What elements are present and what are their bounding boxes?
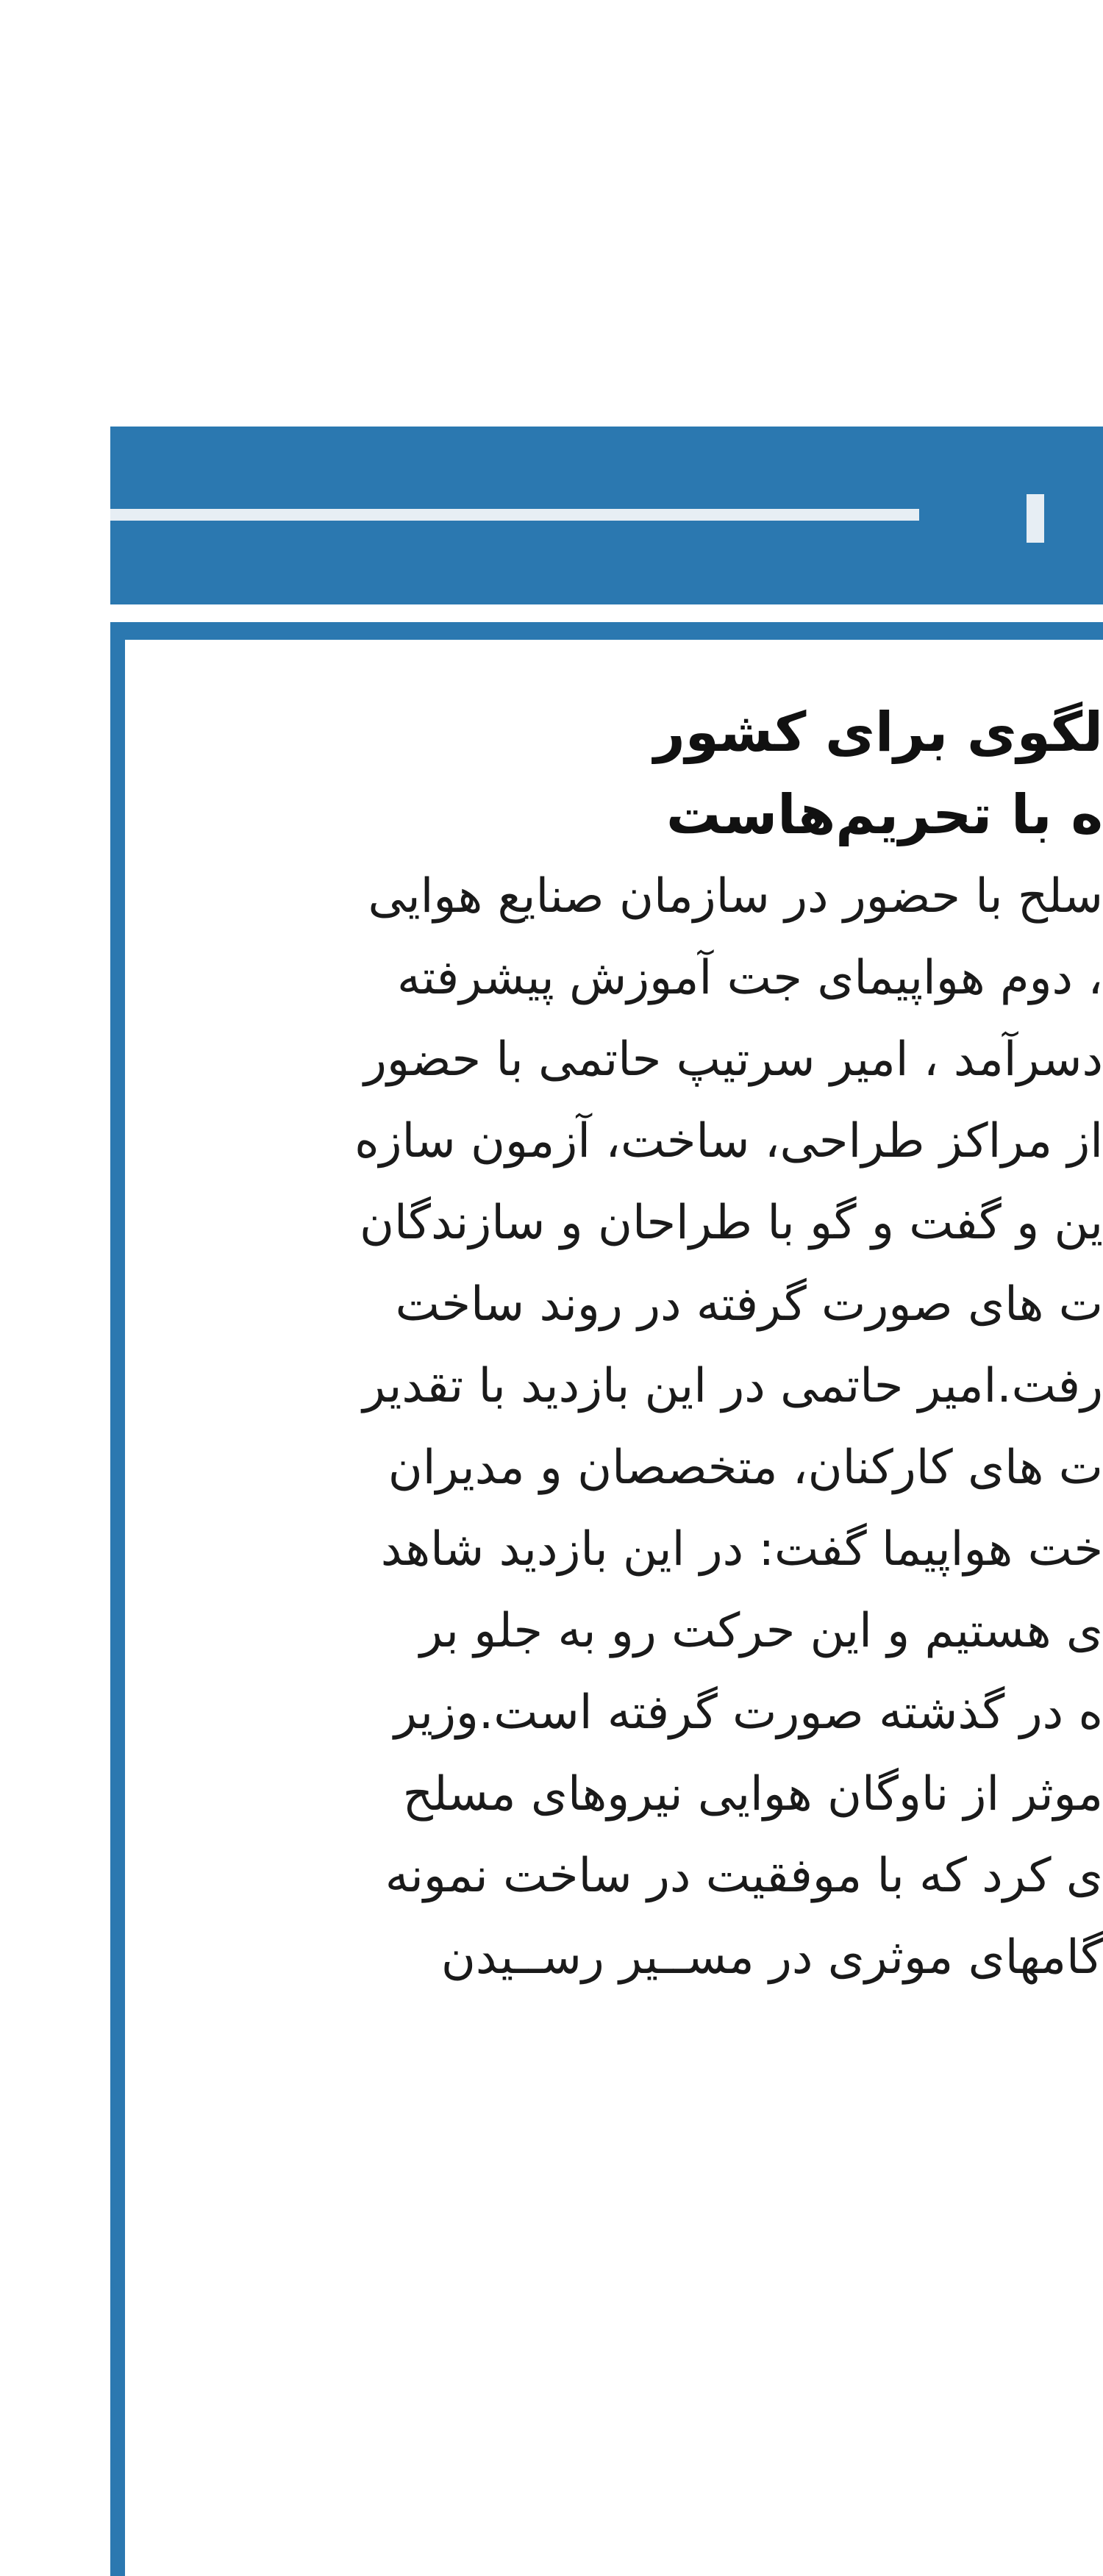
article-frame-inner [125,640,1103,2576]
body-line: رفت.امیر حاتمی در این بازدید با تقدیر [363,1359,1103,1413]
header-divider-tick [1027,494,1044,543]
body-line: ، دوم هواپیمای جت آموزش پیشرفته [396,951,1103,1005]
body-line: ی هستیم و این حرکت رو به جلو بر [419,1604,1103,1658]
body-line: ی کرد که با موفقیت در ساخت نمونه [385,1849,1103,1903]
body-line: ه در گذشته صورت گرفته است.وزیر [393,1685,1103,1740]
body-text [169,856,1103,1999]
body-line: از مراکز طراحی، ساخت، آزمون سازه [354,1114,1103,1169]
header-divider-line [110,509,919,521]
header-band [110,427,1103,604]
article-body [169,691,1103,1999]
body-line: خت هواپیما گفت: در این بازدید شاهد [380,1522,1103,1577]
headline-line-1: لگوی برای کشور [654,701,1103,764]
body-line: دسرآمد ، امیر سرتیپ حاتمی با حضور [364,1032,1103,1087]
headline-line-2: ه با تحریم‌هاست [666,783,1103,846]
body-line: موثر از ناوگان هوایی نیروهای مسلح [402,1767,1103,1822]
body-line: سلح با حضور در سازمان صنایع هوایی [368,869,1103,924]
body-line: ت های کارکنان، متخصصان و مدیران [388,1441,1103,1495]
body-line: گامهای موثری در مســیر رســیدن [440,1930,1103,1985]
article-frame [110,622,1103,2576]
body-line: ین و گفت و گو با طراحان و سازندگان [359,1196,1103,1250]
body-line: ت های صورت گرفته در روند ساخت [395,1277,1103,1332]
